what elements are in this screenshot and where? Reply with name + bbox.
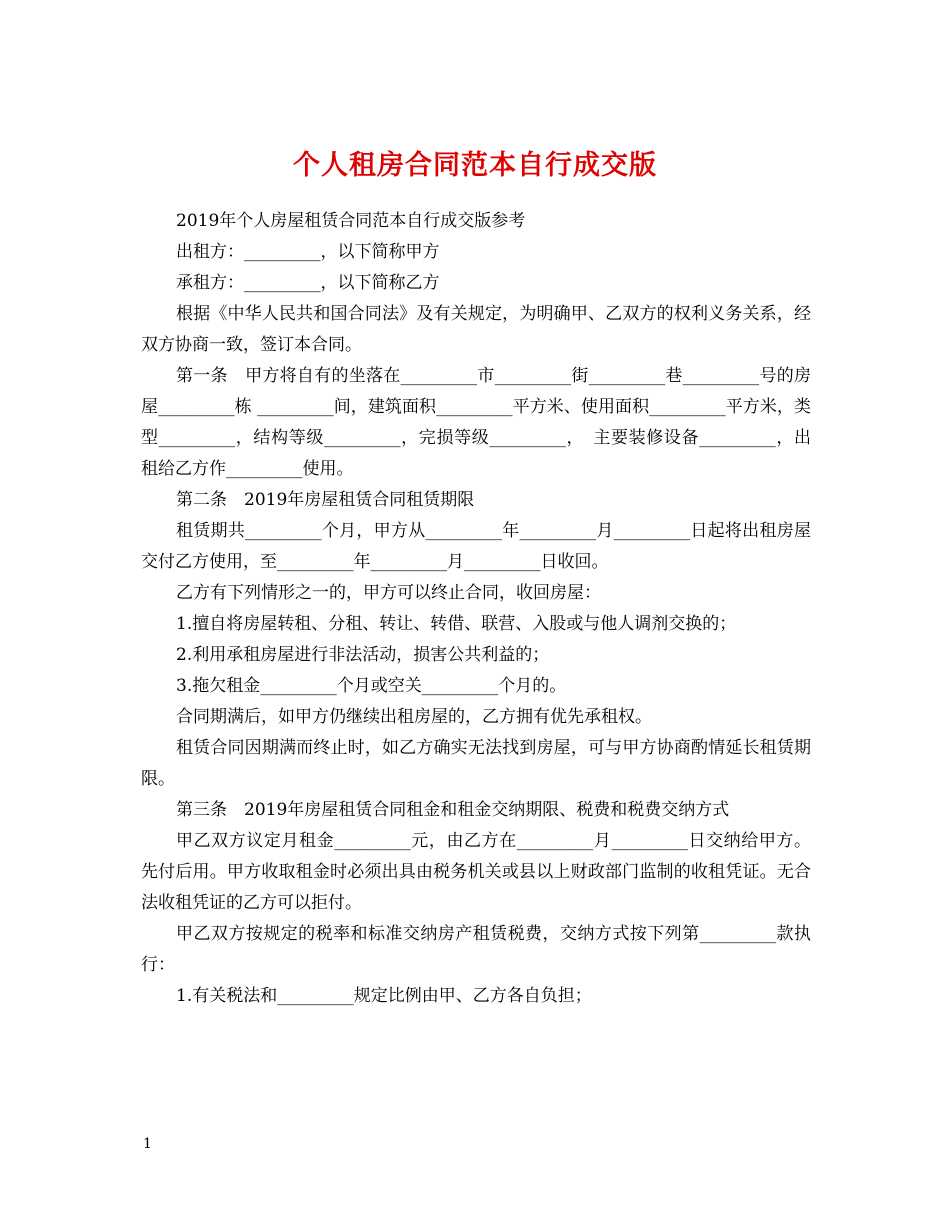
paragraph-condition-3: 3.拖欠租金_________个月或空关_________个月的。 xyxy=(176,676,567,696)
paragraph-rent-payment: 甲乙双方议定月租金_________元，由乙方在_________月_________日交纳给甲方。先付后用。甲方收取租金时必须出具由税务机关或县以上财政部门监制的收租凭证。无合法收租凭证的乙方可以拒付。 xyxy=(141,831,811,913)
paragraph-termination-conditions: 乙方有下列情形之一的，甲方可以终止合同，收回房屋： xyxy=(176,583,601,603)
paragraph-legal-basis: 根据《中华人民共和国合同法》及有关规定，为明确甲、乙双方的权利义务关系，经双方协商一致，签订本合同。 xyxy=(141,304,811,355)
paragraph-lessor: 出租方：_________，以下简称甲方 xyxy=(176,242,440,262)
document-title: 个人租房合同范本自行成交版 xyxy=(293,150,657,182)
contract-body xyxy=(141,206,811,1012)
paragraph-tax-method: 甲乙双方按规定的税率和标准交纳房产租赁税费，交纳方式按下列第_________款执行： xyxy=(141,924,811,975)
paragraph-article-1: 第一条 甲方将自有的坐落在_________市_________街_________巷_________号的房屋_________栋 _________间，建筑面积_________平方米、使用面积_________平方米，类型_________，结构等级_________，完损等级_________， 主要装修设备_________，出租给乙方作_________使用。 xyxy=(141,366,811,479)
page-number: 1 xyxy=(143,1136,152,1152)
paragraph-reference-title: 2019年个人房屋租赁合同范本自行成交版参考 xyxy=(176,211,526,231)
paragraph-article-3-heading: 第三条 2019年房屋租赁合同租金和租金交纳期限、税费和税费交纳方式 xyxy=(176,800,730,820)
paragraph-tax-item-1: 1.有关税法和_________规定比例由甲、乙方各自负担； xyxy=(176,986,592,1006)
paragraph-article-2-heading: 第二条 2019年房屋租赁合同租赁期限 xyxy=(176,490,475,510)
paragraph-term-extension: 租赁合同因期满而终止时，如乙方确实无法找到房屋，可与甲方协商酌情延长租赁期限。 xyxy=(141,738,811,789)
paragraph-condition-1: 1.擅自将房屋转租、分租、转让、转借、联营、入股或与他人调剂交换的； xyxy=(176,614,737,634)
paragraph-condition-2: 2.利用承租房屋进行非法活动，损害公共利益的； xyxy=(176,645,550,665)
paragraph-lease-term: 租赁期共_________个月，甲方从_________年_________月_________日起将出租房屋交付乙方使用，至_________年_________月_________日收回。 xyxy=(141,521,811,572)
paragraph-lessee: 承租方：_________，以下简称乙方 xyxy=(176,273,440,293)
paragraph-renewal-priority: 合同期满后，如甲方仍继续出租房屋的，乙方拥有优先承租权。 xyxy=(176,707,652,727)
